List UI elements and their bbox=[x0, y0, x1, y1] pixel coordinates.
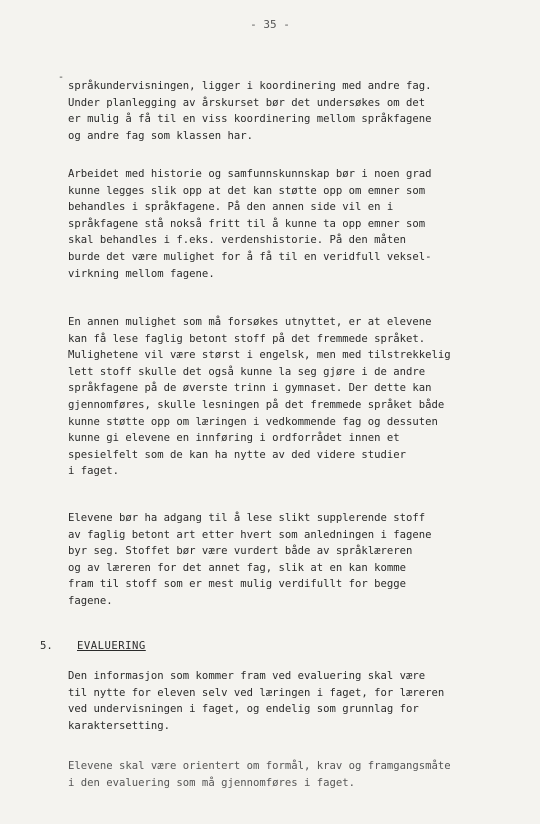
section-number: 5. bbox=[40, 640, 53, 652]
page-number: - 35 - bbox=[250, 18, 290, 31]
margin-mark: - bbox=[58, 72, 65, 83]
section-paragraph-1: Den informasjon som kommer fram ved evaluering skal være til nytte for eleven selv ved læringen i faget, for læreren ved undervisningen i faget, og endelig som grunnlag for karaktersetting. bbox=[68, 670, 445, 732]
paragraph-2: Arbeidet med historie og samfunnskunnskap bør i noen grad kunne legges slik opp at det kan støtte opp om emner som behandles i språkfagene. På den annen side vil en i språkfagene stå nokså fritt til å kunne ta opp emner som skal behandles i f.eks. verdenshistorie. På den måten burde det være mulighet for å få til en veridfull veksel- virkning mellom fagene. bbox=[68, 168, 432, 280]
paragraph-4: Elevene bør ha adgang til å lese slikt supplerende stoff av faglig betont art etter hvert som anledningen i fagene byr seg. Stoffet bør være vurdert både av språklæreren og av læreren for det annet fag, slik at en kan komme fram til stoff som er mest mulig verdifullt for begge fagene. bbox=[68, 512, 432, 607]
section-paragraph-2: Elevene skal være orientert om formål, krav og framgangsmåte i den evaluering som må gjennomføres i faget. bbox=[68, 760, 451, 789]
section-title: EVALUERING bbox=[77, 640, 146, 652]
paragraph-3: En annen mulighet som må forsøkes utnyttet, er at elevene kan få lese faglig betont stoff på det fremmede språket. Mulighetene vil være størst i engelsk, men med tilstrekkelig lett stoff skulle det også kunne la seg gjøre i de andre språkfagene på de øverste trinn i gymnaset. Der dette kan gjennomføres, skulle lesningen på det fremmede språket både kunne støtte opp om læringen i vedkommende fag og dessuten kunne gi elevene en innføring i ordforrådet innen et spesielfelt som de kan ha nytte av ded videre studier i faget. bbox=[68, 316, 451, 478]
paragraph-1: språkundervisningen, ligger i koordinering med andre fag. Under planlegging av årskurset bør det undersøkes om det er mulig å få til en viss koordinering mellom språkfagene og andre fag som klassen har. bbox=[68, 80, 432, 142]
